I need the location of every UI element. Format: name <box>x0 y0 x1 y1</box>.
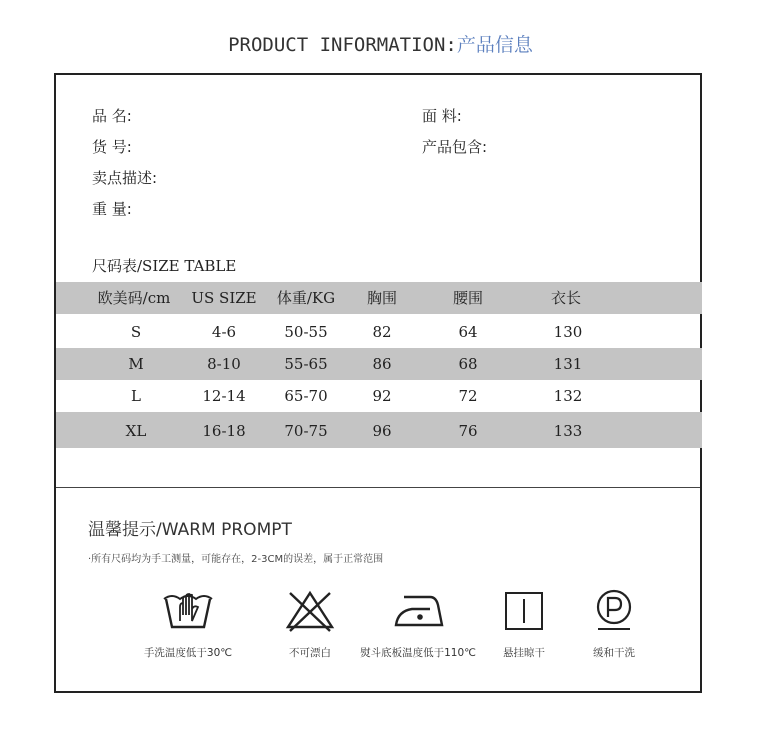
table-row <box>56 380 702 412</box>
care-label: 手洗温度低于30℃ <box>143 647 233 659</box>
cell-us-size: 16-18 <box>202 422 246 440</box>
cell-bust: 82 <box>372 323 392 341</box>
header-waist: 腰围 <box>452 289 483 307</box>
title-english: PRODUCT INFORMATION: <box>228 34 457 56</box>
cell-us-size: 8-10 <box>207 355 241 373</box>
warm-prompt-title: 温馨提示/WARM PROMPT <box>88 520 292 540</box>
table-row <box>56 412 702 448</box>
dry-clean-p-icon <box>586 585 642 635</box>
cell-eu-size: XL <box>125 422 147 440</box>
care-label: 熨斗底板温度低于110℃ <box>360 647 476 659</box>
cell-us-size: 12-14 <box>202 387 246 405</box>
care-label: 缓和干洗 <box>593 647 635 659</box>
weight-label: 重 量: <box>92 200 132 218</box>
cell-bust: 96 <box>372 422 392 440</box>
cell-waist: 64 <box>458 323 478 341</box>
cell-bust: 86 <box>372 355 392 373</box>
care-item-dry-clean <box>554 585 674 660</box>
cell-waist: 72 <box>458 387 478 405</box>
product-info-frame <box>54 73 702 693</box>
table-row <box>56 348 702 380</box>
care-label: 悬挂晾干 <box>503 647 545 659</box>
cell-length: 132 <box>553 387 583 405</box>
item-no-label: 货 号: <box>92 138 132 156</box>
cell-length: 133 <box>553 422 583 440</box>
cell-bust: 92 <box>372 387 392 405</box>
table-row <box>56 316 702 348</box>
size-table-header-row <box>56 282 702 314</box>
section-divider <box>56 487 700 488</box>
care-label: 不可漂白 <box>289 647 331 659</box>
cell-waist: 76 <box>458 422 478 440</box>
header-bust: 胸围 <box>366 289 397 307</box>
header-length: 衣长 <box>550 289 581 307</box>
hang-dry-icon <box>496 585 552 635</box>
name-label: 品 名: <box>92 107 132 125</box>
cell-weight: 70-75 <box>284 422 328 440</box>
package-label: 产品包含: <box>422 138 488 156</box>
care-item-hand-wash <box>128 585 248 660</box>
title-chinese: 产品信息 <box>456 34 533 56</box>
cell-eu-size: M <box>128 355 144 373</box>
cell-length: 131 <box>553 355 583 373</box>
size-table-title: 尺码表/SIZE TABLE <box>92 257 237 275</box>
hand-wash-icon <box>160 585 216 635</box>
no-bleach-icon <box>282 585 338 635</box>
care-item-no-bleach <box>250 585 370 660</box>
iron-icon <box>390 585 446 635</box>
cell-waist: 68 <box>458 355 478 373</box>
header-us-size: US SIZE <box>191 289 257 307</box>
fabric-label: 面 料: <box>422 107 462 125</box>
page-title <box>0 30 761 57</box>
care-item-iron <box>358 585 478 660</box>
cell-us-size: 4-6 <box>211 323 237 341</box>
measurement-note: ·所有尺码均为手工测量，可能存在，2-3CM的误差，属于正常范围 <box>88 554 384 565</box>
header-eu-size: 欧美码/cm <box>97 289 171 307</box>
cell-weight: 50-55 <box>284 323 328 341</box>
cell-eu-size: L <box>131 387 141 405</box>
cell-eu-size: S <box>130 323 142 341</box>
selling-points-label: 卖点描述: <box>92 169 158 187</box>
cell-weight: 65-70 <box>284 387 328 405</box>
cell-length: 130 <box>553 323 583 341</box>
cell-weight: 55-65 <box>284 355 328 373</box>
header-weight: 体重/KG <box>276 289 336 307</box>
